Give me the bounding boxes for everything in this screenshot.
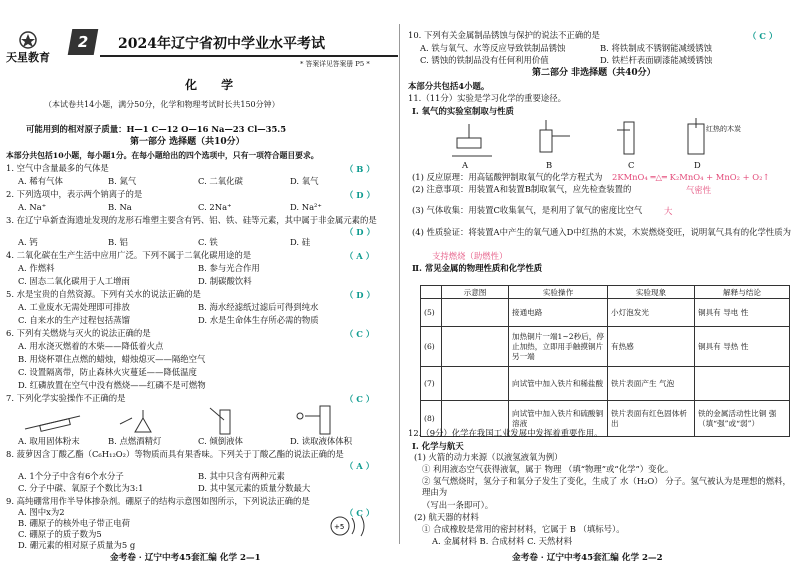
q12-line-5: (2) 航天器的材料 (414, 512, 479, 522)
q11-stem: 11.（11分）实验是学习化学的重要途径。 (408, 93, 566, 103)
apparatus-label-b: B (546, 160, 553, 170)
q3-option-b: B. 铝 (108, 237, 128, 247)
q12-stem: 12.（9分）化学在我国工业发展中发挥着重要作用。 (408, 428, 603, 438)
q2-option-d: D. Na²⁺ (290, 202, 322, 212)
q11-answer-3: 大 (664, 206, 673, 216)
q12-line-2: ① 利用液态空气获得液氧，属于 物理 （填“物理”或“化学”）变化。 (422, 464, 674, 474)
q7-lab-illustrations (20, 404, 380, 436)
row-number: (7) (421, 367, 442, 401)
q9-option-c: C. 硼原子的质子数为5 (18, 529, 102, 539)
q5-option-d: D. 水是生命体生存所必需的物质 (198, 315, 319, 325)
q1-option-d: D. 氧气 (290, 176, 319, 186)
q9-answer: （ C ） (345, 508, 375, 518)
row-conclusion: 铁的金属活动性比铜 强（填“强”或“弱”） (695, 401, 790, 437)
row-number: (8) (421, 401, 442, 437)
row-operation: 加热铜片一端1~2秒后，停止加热，立即用手触摸铜片另一端 (509, 327, 608, 367)
q8-answer: （ A ） (345, 461, 375, 471)
row-operation: 向试管中加入铁片和稀盐酸 (509, 367, 608, 401)
q5-option-a: A. 工业废水无需处理即可排放 (18, 302, 130, 312)
row-phenomenon: 有热感 (608, 327, 695, 367)
q7-option-d: D. 读取液体体积 (290, 436, 352, 446)
left-column (0, 0, 398, 569)
footer-left: 金考卷 · 辽宁中考45套汇编 化学 2—1 (110, 553, 261, 563)
part2-intro: 本部分共包括4小题。 (408, 81, 490, 91)
q10-option-d: D. 铁栏杆表面刷漆能减缓锈蚀 (600, 55, 713, 65)
q4-option-d: D. 制碳酸饮料 (198, 276, 252, 286)
q1-option-a: A. 稀有气体 (18, 176, 63, 186)
q8-option-c: C. 分子中碳、氧原子个数比为3:1 (18, 483, 144, 493)
table-row (421, 327, 790, 367)
part1-intro: 本部分共包括10小题，每小题1分。在每小题给出的四个选项中，只有一项符合题目要求。 (6, 151, 319, 160)
q12-section-1: Ⅰ. 化学与航天 (412, 441, 464, 451)
q4-option-c: C. 固态二氧化碳用于人工增雨 (18, 276, 130, 286)
q7-option-b: B. 点燃酒精灯 (108, 436, 162, 446)
q6-option-b: B. 用烧杯罩住点燃的蜡烛，蜡烛熄灭——隔绝空气 (18, 354, 206, 364)
table-row (421, 299, 790, 327)
apparatus-label-d: D (694, 160, 701, 170)
table-header: 解释与结论 (695, 286, 790, 299)
q8-option-a: A. 1个分子中含有6个水分子 (18, 471, 124, 481)
q9-stem: 9. 高纯硼常用作半导体掺杂剂。硼原子的结构示意图如图所示，下列说法正确的是 (6, 496, 310, 506)
row-number: (5) (421, 299, 442, 327)
q6-option-d: D. 红磷放置在空气中没有燃烧——红磷不是可燃物 (18, 380, 206, 390)
exam-info: （本试卷共14小题，满分50分，化学和物理考试时长共150分钟） (44, 100, 280, 109)
apparatus-label-a: A (462, 160, 469, 170)
q7-option-a: A. 取用固体粉末 (18, 436, 80, 446)
row-phenomenon: 铁片表面产生 气泡 (608, 367, 695, 401)
q9-option-d: D. 硼元素的相对原子质量为5 g (18, 540, 136, 550)
row-conclusion (695, 367, 790, 401)
row-phenomenon: 小灯泡发光 (608, 299, 695, 327)
row-phenomenon: 铁片表面有红色固体析出 (608, 401, 695, 437)
q12-line-1: (1) 火箭的动力来源（以液氢液氧为例） (414, 452, 563, 462)
table-header (421, 286, 442, 299)
q6-stem: 6. 下列有关燃烧与灭火的说法正确的是 (6, 328, 151, 338)
q5-option-c: C. 自来水的生产过程包括蒸馏 (18, 315, 130, 325)
row-number: (6) (421, 327, 442, 367)
row-illustration (442, 367, 509, 401)
q1-answer: （ B ） (345, 164, 375, 174)
column-divider (399, 24, 400, 544)
q2-option-a: A. Na⁺ (18, 202, 47, 212)
q2-answer: （ D ） (345, 190, 375, 200)
q11-section-1: Ⅰ. 氧气的实验室制取与性质 (412, 106, 514, 116)
q2-option-c: C. 2Na⁺ (198, 202, 232, 212)
q11-answer-1: 2KMnO₄ ═△═ K₂MnO₄ + MnO₂ + O₂↑ (612, 172, 770, 182)
q1-option-c: C. 二氧化碳 (198, 176, 243, 186)
q6-option-c: C. 设置隔离带，防止森林火灾蔓延——降低温度 (18, 367, 197, 377)
row-conclusion: 铜具有 导电 性 (695, 299, 790, 327)
table-header: 示意图 (442, 286, 509, 299)
part2-title: 第二部分 非选择题（共40分） (532, 68, 656, 78)
q11-line-3: (3) 气体收集：用装置C收集氧气，是利用了氧气的密度比空气 (412, 205, 643, 215)
q1-stem: 1. 空气中含量最多的气体是 (6, 163, 109, 173)
footer-right: 金考卷 · 辽宁中考45套汇编 化学 2—2 (512, 553, 663, 563)
q4-option-b: B. 参与光合作用 (198, 263, 260, 273)
table-row (421, 367, 790, 401)
row-operation: 接通电路 (509, 299, 608, 327)
q11-section-2: Ⅱ. 常见金属的物理性质和化学性质 (412, 263, 543, 273)
q2-stem: 2. 下列选项中，表示两个钠离子的是 (6, 189, 143, 199)
svg-text:+5: +5 (334, 523, 345, 531)
q3-option-c: C. 铁 (198, 237, 218, 247)
table-header: 实验操作 (509, 286, 608, 299)
subject-title: 化 学 (185, 78, 244, 92)
q4-stem: 4. 二氧化碳在生产生活中应用广泛。下列不属于二氧化碳用途的是 (6, 250, 252, 260)
charcoal-label: 红热的木炭 (706, 125, 741, 133)
q11-line-4: (4) 性质验证：将装置A中产生的氧气通入D中红热的木炭，木炭燃烧变旺，说明氧气具有的化学性质为 (412, 227, 792, 237)
q9-option-a: A. 图中x为2 (18, 507, 65, 517)
q3-option-d: D. 硅 (290, 237, 311, 247)
q4-option-a: A. 作燃料 (18, 263, 55, 273)
q8-option-b: B. 其中只含有两种元素 (198, 471, 285, 481)
q12-line-3: ② 氢气燃烧时，氢分子和氧分子发生了变化，生成了 水（H₂O） 分子。氢气被认为是理想的燃料，理由为 (422, 476, 791, 497)
q5-option-b: B. 海水经滤纸过滤后可得到纯水 (198, 302, 319, 312)
logo-text: 天星教育 (6, 51, 50, 64)
q11-answer-2: 气密性 (686, 185, 712, 195)
row-illustration (442, 327, 509, 367)
paper-number-badge: 2 (68, 29, 99, 55)
q7-stem: 7. 下列化学实验操作不正确的是 (6, 393, 126, 403)
apparatus-label-c: C (628, 160, 635, 170)
q1-option-b: B. 氮气 (108, 176, 137, 186)
q2-option-b: B. Na (108, 202, 132, 212)
table-header: 实验现象 (608, 286, 695, 299)
q11-answer-4: 支持燃烧（助燃性） (432, 251, 508, 261)
row-conclusion: 铜具有 导热 性 (695, 327, 790, 367)
q12-line-4: （写出一条即可）。 (422, 500, 494, 510)
q3-stem: 3. 在辽宁阜新查海遗址发现的龙形石堆塑主要含有钙、铝、铁、硅等元素，其中属于非金属元素的是 (6, 215, 377, 225)
q6-answer: （ C ） (345, 329, 375, 339)
answer-hint: * 答案详见答案册 P5 * (300, 60, 370, 68)
q10-option-b: B. 将铁制成不锈钢能减缓锈蚀 (600, 43, 712, 53)
q7-option-c: C. 倾倒液体 (198, 436, 243, 446)
q10-answer: （ C ） (748, 31, 778, 41)
q6-option-a: A. 用水浇灭燃着的木柴——降低着火点 (18, 341, 164, 351)
q3-option-a: A. 钙 (18, 237, 38, 247)
atomic-masses: 可能用到的相对原子质量：H—1 C—12 O—16 Na—23 Cl—35.5 (26, 124, 287, 134)
q3-answer: （ D ） (345, 227, 375, 237)
q10-stem: 10. 下列有关金属制品锈蚀与保护的说法不正确的是 (408, 30, 600, 40)
q8-stem: 8. 菠萝因含丁酸乙酯（C₆H₁₂O₂）等物质而具有果香味。下列关于丁酸乙酯的说法正确的是 (6, 449, 344, 459)
q7-answer: （ C ） (345, 394, 375, 404)
q9-option-b: B. 硼原子的核外电子带正电荷 (18, 518, 130, 528)
q5-answer: （ D ） (345, 290, 375, 300)
q12-line-6: ① 合成橡胶是常用的密封材料，它属于 B （填标号）。 (422, 524, 625, 534)
row-illustration (442, 299, 509, 327)
q5-stem: 5. 水是宝贵的自然资源。下列有关水的说法正确的是 (6, 289, 201, 299)
page-title: 2024年辽宁省初中学业水平考试 (118, 36, 325, 52)
part1-title: 第一部分 选择题（共10分） (130, 137, 245, 147)
metal-properties-table (420, 285, 790, 437)
q8-option-d: D. 其中氢元素的质量分数最大 (198, 483, 311, 493)
row-operation: 向试管中加入铁片和硫酸铜溶液 (509, 401, 608, 437)
q10-option-c: C. 锈蚀的铁制品没有任何利用价值 (420, 55, 549, 65)
q11-line-2: (2) 注意事项：用装置A和装置B制取氧气，应先检查装置的 (412, 184, 632, 194)
q10-option-a: A. 铁与氧气、水等反应导致铁制品锈蚀 (420, 43, 566, 53)
boron-atom-diagram (328, 512, 378, 540)
q11-line-1: (1) 反应原理：用高锰酸钾制取氧气的化学方程式为 (412, 172, 603, 182)
q4-answer: （ A ） (345, 251, 375, 261)
q12-line-7: A. 金属材料 B. 合成材料 C. 天然材料 (432, 536, 573, 546)
